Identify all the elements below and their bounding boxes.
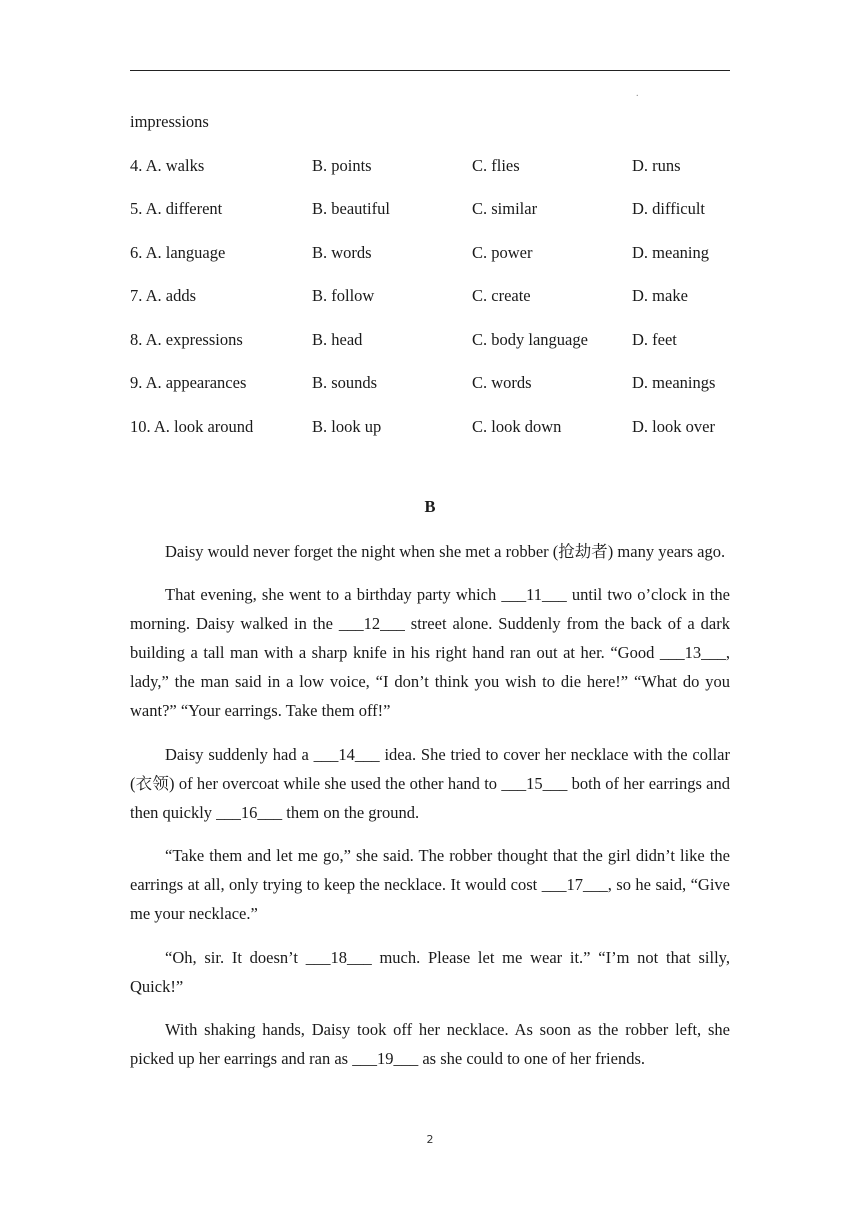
paragraph: With shaking hands, Daisy took off her necklace. As soon as the robber left, she picked up her earrings and ran as ___19___ as she could to one of her friends.: [130, 1020, 730, 1068]
option-row: [130, 326, 730, 354]
header-dot: .: [636, 88, 639, 99]
option-c: C. body language: [472, 329, 588, 349]
option-d: D. make: [632, 286, 688, 305]
option-c: C. look down: [472, 416, 562, 436]
option-d: D. meanings: [632, 373, 716, 392]
section-title: B: [424, 496, 436, 516]
option-b: B. sounds: [312, 373, 378, 392]
option-b: B. beautiful: [312, 199, 390, 218]
paragraph: “Oh, sir. It doesn’t ___18___ much. Please let me wear it.” “I’m not that silly, Quick!”: [130, 947, 730, 996]
option-c: C. similar: [472, 199, 538, 218]
option-a: 5. A. different: [130, 199, 223, 218]
option-row: [130, 282, 730, 310]
option-a: 4. A. walks: [130, 155, 205, 175]
option-c: C. words: [472, 373, 532, 392]
option-b: B. follow: [312, 286, 375, 305]
page-number: 2: [426, 1133, 434, 1146]
option-c: C. create: [472, 286, 531, 305]
options-list: [130, 152, 730, 441]
option-d: D. feet: [632, 329, 677, 349]
paragraph: That evening, she went to a birthday party which ___11___ until two o’clock in the morning. Daisy walked in the ___12___ street alone. Suddenly from the back of a dark building a tall man with a sharp knife in his right hand ran out at her. “Good ___13___, lady,” the man said in a low voice, “I don’t think you wish to die here!” “What do you want?” “Your earrings. Take them off!”: [130, 585, 730, 720]
option-b: B. words: [312, 242, 372, 262]
option-a: 8. A. expressions: [130, 329, 243, 349]
option-a: 9. A. appearances: [130, 373, 247, 392]
header-rule: [130, 70, 730, 71]
page-content: [130, 108, 730, 1088]
option-b: B. look up: [312, 416, 382, 436]
option-b: B. points: [312, 155, 372, 175]
option-c: C. flies: [472, 155, 520, 175]
carryover-word: impressions: [130, 112, 209, 131]
option-row: [130, 369, 730, 397]
option-a: 10. A. look around: [130, 416, 254, 436]
option-row: [130, 152, 730, 180]
option-a: 7. A. adds: [130, 286, 196, 305]
option-c: C. power: [472, 242, 533, 262]
option-a: 6. A. language: [130, 242, 226, 262]
option-row: [130, 239, 730, 267]
option-row: [130, 413, 730, 441]
option-row: [130, 195, 730, 223]
option-b: B. head: [312, 329, 363, 349]
paragraph: Daisy suddenly had a ___14___ idea. She tried to cover her necklace with the collar (衣领) of her overcoat while she used the other hand to ___15___ both of her earrings and then quickly ___16___ them on the ground.: [130, 744, 730, 822]
option-d: D. difficult: [632, 199, 706, 218]
paragraph: Daisy would never forget the night when she met a robber (抢劫者) many years ago.: [165, 541, 726, 561]
option-d: D. meaning: [632, 242, 709, 262]
paragraph: “Take them and let me go,” she said. The robber thought that the girl didn’t like the earrings at all, only trying to keep the necklace. It would cost ___17___, so he said, “Give me your necklace.”: [130, 846, 730, 923]
option-d: D. runs: [632, 155, 681, 175]
option-d: D. look over: [632, 416, 715, 436]
